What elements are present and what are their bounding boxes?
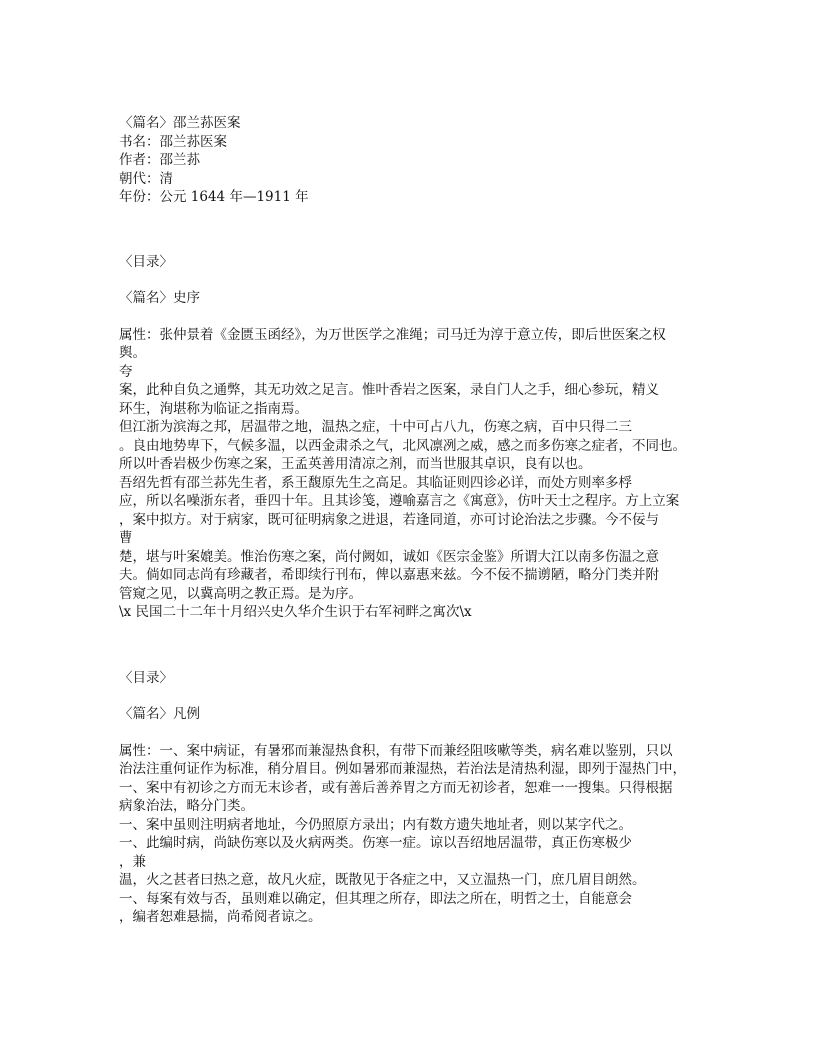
section-title: 〈篇名〉凡例 — [119, 706, 200, 722]
text-line: 夸 — [119, 363, 133, 380]
header-line: 书名：邵兰荪医案 — [119, 133, 227, 150]
header-line: 作者：邵兰荪 — [119, 152, 200, 168]
text-line: 但江浙为滨海之邦，居温带之地，温热之症，十中可占八九，伤寒之病，百中只得二三 — [119, 419, 632, 435]
text-line: ，兼 — [119, 853, 146, 870]
preface-body — [119, 326, 699, 622]
text-line: \x 民国二十二年十月绍兴史久华介生识于右军祠畔之寓次\x — [119, 604, 472, 620]
header-line: 朝代：清 — [119, 170, 173, 187]
document-header — [119, 114, 699, 207]
text-line: 环生，洵堪称为临证之指南焉。 — [119, 400, 308, 417]
text-line: 案，此种自负之通弊，其无功效之足言。惟叶香岩之医案，录自门人之手，细心参玩，精义 — [119, 382, 659, 398]
text-line: ，编者恕难悬揣，尚希阅者谅之。 — [119, 909, 322, 925]
toc-marker: 〈目录〉 — [119, 669, 173, 686]
document-page — [119, 114, 699, 927]
text-line: 属性：一、案中病证，有暑邪而兼湿热食积，有带下而兼经阻咳嗽等类，病名难以鉴别，只以 — [119, 742, 673, 759]
toc-marker: 〈目录〉 — [119, 253, 173, 270]
text-line: 夫。倘如同志尚有珍藏者，希即续行刊布，俾以嘉惠来兹。今不佞不揣谫陋，略分门类并附 — [119, 567, 659, 583]
header-line: 年份：公元 1644 年—1911 年 — [119, 189, 309, 205]
text-line: 属性：张仲景着《金匮玉函经》，为万世医学之准绳；司马迁为淳于意立传，即后世医案之权 — [119, 326, 666, 343]
text-line: 楚，堪与叶案媲美。惟治伤寒之案，尚付阙如，诚如《医宗金鉴》所谓大江以南多伤温之意 — [119, 548, 659, 565]
text-line: 治法注重何证作为标准，稍分眉目。例如暑邪而兼湿热，若治法是清热利湿，即列于湿热门中， — [119, 761, 686, 777]
text-line: 一、案中虽则注明病者地址，今仍照原方录出；内有数方遗失地址者，则以某字代之。 — [119, 816, 632, 833]
conventions-body — [119, 742, 699, 927]
text-line: 一、案中有初诊之方而无末诊者，或有善后善养胃之方而无初诊者，恕难一一搜集。只得根据 — [119, 779, 673, 796]
text-line: 一、此编时病，尚缺伤寒以及火病两类。伤寒一症。谅以吾绍地居温带，真正伤寒极少 — [119, 835, 632, 851]
text-line: 曹 — [119, 530, 133, 546]
text-line: 温，火之甚者曰热之意，故凡火症，既散见于各症之中，又立温热一门，庶几眉目朗然。 — [119, 872, 646, 888]
text-line: 管窥之见，以冀高明之教正焉。是为序。 — [119, 585, 362, 602]
text-line: 一、每案有效与否，虽则难以确定，但其理之所存，即法之所在，明哲之士，自能意会 — [119, 890, 632, 907]
section-title: 〈篇名〉史序 — [119, 290, 200, 306]
text-line: 所以叶香岩极少伤寒之案，王孟英善用清凉之剂，而当世服其卓识，良有以也。 — [119, 456, 592, 472]
text-line: 。良由地势卑下，气候多温，以西金肃杀之气，北风凛冽之威，感之而多伤寒之症者，不同也。 — [119, 437, 686, 454]
text-line: ，案中拟方。对于病家，既可征明病象之进退，若逢同道，亦可讨论治法之步骤。今不佞与 — [119, 511, 659, 528]
text-line: 舆。 — [119, 345, 146, 361]
header-line: 〈篇名〉邵兰荪医案 — [119, 115, 241, 131]
text-line: 吾绍先哲有邵兰荪先生者，系王馥原先生之高足。其临证则四诊必详，而处方则率多桴 — [119, 474, 632, 491]
text-line: 病象治法，略分门类。 — [119, 798, 254, 814]
text-line: 应，所以名噪浙东者，垂四十年。且其诊笺，遵喻嘉言之《寓意》，仿叶天士之程序。方上立案 — [119, 493, 680, 509]
